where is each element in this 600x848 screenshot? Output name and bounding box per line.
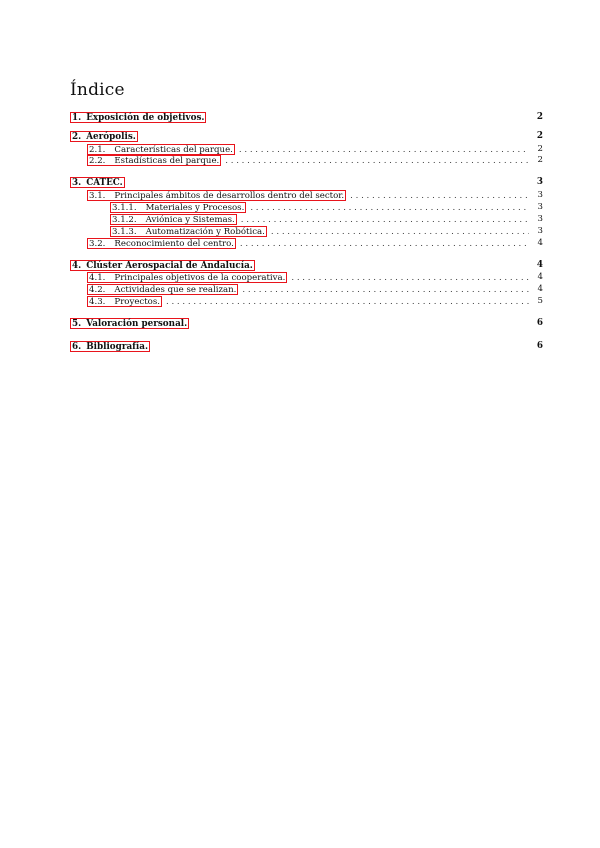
toc-link[interactable] bbox=[87, 296, 162, 307]
toc-link[interactable] bbox=[70, 177, 125, 188]
toc-entry-number: 4.2. bbox=[89, 285, 106, 295]
toc-link[interactable] bbox=[70, 112, 206, 123]
toc-page-number: 2 bbox=[537, 144, 543, 154]
toc-page-number: 6 bbox=[536, 318, 543, 328]
toc-entry-number: 3.1.2. bbox=[112, 215, 137, 225]
toc-entry bbox=[70, 110, 543, 123]
toc-entry-number: 2.2. bbox=[89, 156, 106, 166]
toc-entry-text: Principales objetivos de la cooperativa. bbox=[114, 273, 286, 283]
toc-page-number: 3 bbox=[537, 202, 543, 212]
toc-link[interactable] bbox=[70, 131, 138, 142]
toc-entry-text: Valoración personal. bbox=[86, 319, 188, 329]
toc-entry-number: 5. bbox=[72, 319, 82, 329]
toc-page-number: 3 bbox=[537, 190, 543, 200]
toc-entry bbox=[70, 236, 543, 249]
toc-page-number: 4 bbox=[536, 260, 543, 270]
toc-page-number: 6 bbox=[536, 341, 543, 351]
toc-entry-number: 4.3. bbox=[89, 297, 106, 307]
toc-entry-text: Características del parque. bbox=[114, 145, 233, 155]
toc-entry-number: 3.1.1. bbox=[112, 203, 137, 213]
toc-entry-number: 6. bbox=[72, 342, 82, 352]
toc-entry bbox=[70, 339, 543, 352]
toc-entry-number: 3.1.3. bbox=[112, 227, 137, 237]
dot-leader bbox=[166, 297, 529, 307]
toc-page-number: 4 bbox=[537, 284, 543, 294]
toc-entry-text: Reconocimiento del centro. bbox=[114, 239, 234, 249]
toc-link[interactable] bbox=[87, 155, 221, 166]
toc-entry-number: 4. bbox=[72, 261, 82, 271]
toc-page-number: 2 bbox=[537, 155, 543, 165]
toc-entry-number: 3. bbox=[72, 178, 82, 188]
toc-title: Índice bbox=[70, 80, 125, 100]
toc-page-number: 3 bbox=[537, 214, 543, 224]
toc-entry-text: Proyectos. bbox=[114, 297, 160, 307]
toc-page-number: 2 bbox=[536, 131, 543, 141]
toc-entry-text: Automatización y Robótica. bbox=[145, 227, 265, 237]
dot-leader bbox=[240, 239, 529, 249]
toc-page-number: 4 bbox=[537, 238, 543, 248]
toc-page-number: 3 bbox=[536, 177, 543, 187]
toc-entry bbox=[70, 129, 543, 142]
toc-entry-number: 3.2. bbox=[89, 239, 106, 249]
toc-page-number: 4 bbox=[537, 272, 543, 282]
toc-entry-text: Materiales y Procesos. bbox=[145, 203, 245, 213]
toc-entry bbox=[70, 294, 543, 307]
toc-entry-text: Actividades que se realizan. bbox=[114, 285, 237, 295]
toc-entry-number: 2. bbox=[72, 132, 82, 142]
toc-entry-number: 1. bbox=[72, 113, 82, 123]
toc-entry-text: Aerópolis. bbox=[86, 132, 136, 142]
dot-leader bbox=[225, 156, 529, 166]
toc-entry bbox=[70, 175, 543, 188]
toc-page-number: 3 bbox=[537, 226, 543, 236]
toc-page-number: 2 bbox=[536, 112, 543, 122]
toc-entry-text: Clúster Aerospacial de Andalucía. bbox=[86, 261, 253, 271]
toc-entry bbox=[70, 153, 543, 166]
toc-entry-text: CATEC. bbox=[86, 178, 123, 188]
toc-entry bbox=[70, 316, 543, 329]
toc-entry-text: Aviónica y Sistemas. bbox=[145, 215, 235, 225]
toc-page-number: 5 bbox=[537, 296, 543, 306]
toc-link[interactable] bbox=[70, 341, 150, 352]
toc-link[interactable] bbox=[87, 238, 236, 249]
toc-entry-text: Estadísticas del parque. bbox=[114, 156, 220, 166]
toc-entry-number: 4.1. bbox=[89, 273, 106, 283]
toc-link[interactable] bbox=[70, 318, 189, 329]
toc-entry-text: Principales ámbitos de desarrollos dentro del sector. bbox=[114, 191, 345, 201]
toc-entry-text: Exposición de objetivos. bbox=[86, 113, 205, 123]
toc-entry-number: 2.1. bbox=[89, 145, 106, 155]
toc-entry-text: Bibliografía. bbox=[86, 342, 149, 352]
toc-entry-number: 3.1. bbox=[89, 191, 106, 201]
